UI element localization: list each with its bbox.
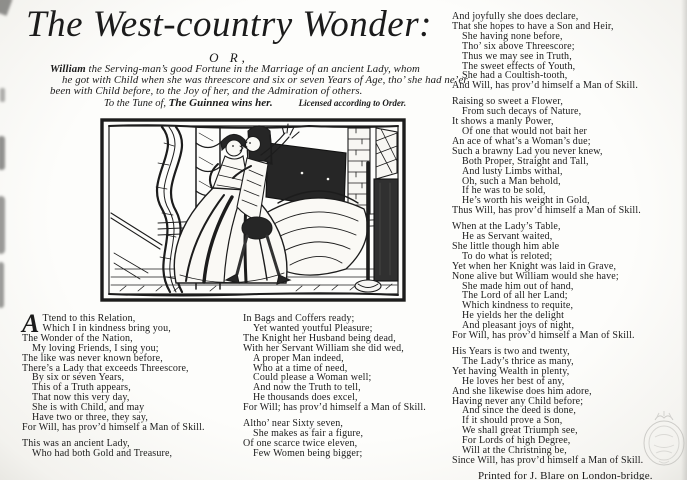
verse-line: Raising so sweet a Flower, (452, 96, 563, 108)
verse-line: The like was never known before, (22, 352, 163, 364)
scan-smudge (0, 196, 5, 254)
verse-line: Since Will, has prov’d himself a Man of Skill. (452, 454, 644, 466)
verse-line: This of a Truth appears, (32, 382, 131, 394)
verse-line: Of one that would not bait her (462, 125, 588, 137)
verse-line: We shall great Triumph see, (462, 425, 578, 437)
verse-line: From such decays of Nature, (462, 106, 582, 118)
verse-line: For Will, has prov’d himself a Man of Skill. (22, 421, 205, 433)
verse-line: Of one scarce twice eleven, (243, 437, 358, 449)
scan-smudge (0, 0, 13, 16)
verse-line: This was an ancient Lady, (22, 437, 130, 449)
verse-line: The Lord of all her Land; (462, 290, 568, 302)
scan-smudge (0, 88, 5, 102)
drop-cap: A (22, 309, 40, 338)
verse-line: Who had both Gold and Treasure, (32, 447, 173, 459)
woodcut-couple-by-bed-image (100, 117, 406, 303)
verse-line: Which kindness to requite, (462, 300, 574, 312)
verse-line: Which I in kindness bring you, (42, 322, 171, 334)
verse-line: Altho’ near Sixty seven, (243, 418, 344, 430)
verse-line: That she hopes to have a Son and Heir, (452, 20, 614, 32)
stanza-lines (243, 419, 443, 459)
stanza-lines (452, 97, 674, 216)
woodcut-illustration (100, 117, 406, 303)
verse-line: And now the Truth to tell, (253, 382, 361, 394)
verse-line: For Lords of high Degree, (462, 435, 571, 447)
license-note: Licensed according to Order. (298, 98, 407, 108)
verse-line: For Will; has prov’d himself a Man of Skill. (243, 402, 426, 414)
verse-line: With her Servant William she did wed, (243, 342, 404, 354)
scan-smudge (0, 136, 5, 170)
verse-line: If it should prove a Son, (462, 415, 563, 427)
verse-line: The Lady’s thrice as many, (462, 355, 574, 367)
verse-line: There’s a Lady that exceeds Threescore, (22, 362, 189, 374)
stanza-lines (22, 439, 242, 459)
verse-line: Having never any Child before; (452, 395, 584, 407)
verse-line: Yet wanted youtful Pleasure; (253, 322, 373, 334)
verse-line: The Wonder of the Nation, (22, 332, 133, 344)
verse-line: None alive but William would she have; (452, 270, 619, 282)
verse-line: By six or seven Years, (32, 372, 125, 384)
subtitle-line: been with Child before, to the Joy of her, and the Admiration of others. (50, 85, 363, 97)
verse-line: Yet when her Knight was laid in Grave, (452, 260, 617, 272)
subtitle-line1-rest: the Serving-man’s good Fortune in the Marriage of an ancient Lady, whom (85, 63, 420, 75)
stanza (452, 222, 674, 341)
stanza-lines (22, 309, 242, 433)
verse-line: Have two or three, they say, (32, 412, 149, 424)
verse-line: She little though him able (452, 240, 560, 252)
verse-line: Will at the Christning be, (462, 445, 567, 457)
verse-line: And since the deed is done, (462, 405, 577, 417)
verse-line: In Bags and Coffers ready; (243, 313, 355, 324)
verse-line: His Years is two and twenty, (452, 346, 570, 357)
verse-line: A proper Man indeed, (253, 352, 344, 364)
verse-line: She had a Coultish-tooth, (462, 70, 568, 82)
verse-line: She made him out of hand, (462, 280, 574, 292)
tune-prefix: To the Tune of, (104, 98, 169, 109)
verse-line: My loving Friends, I sing you; (32, 342, 159, 354)
verse-line: To do what is reloted; (462, 250, 553, 262)
stanza (22, 309, 242, 433)
stanza (452, 97, 674, 216)
verse-line: Who at a time of need, (253, 362, 348, 374)
verse-line: Few Women being bigger; (253, 447, 363, 459)
verse-line: She makes as fair a figure, (253, 427, 364, 439)
verse-line: Tho’ six above Threescore; (462, 40, 575, 52)
verse-line: Both Proper, Straight and Tall, (462, 155, 589, 167)
tune-line (36, 97, 516, 109)
verse-line: An ace of what’s a Woman’s due; (452, 135, 591, 147)
stanza-lines (243, 314, 443, 413)
verse-line: Ttend to this Relation, (42, 313, 136, 324)
verse-line: For Will, has prov’d himself a Man of Skill. (452, 330, 635, 342)
verse-line: The sweet effects of Youth, (462, 60, 576, 72)
subtitle-lead-word: William (50, 63, 86, 75)
tune-title: The Guinnea wins her. (168, 97, 273, 109)
verse-line: He yields her the delight (462, 310, 565, 322)
verse-line: Yet having Wealth in plenty, (452, 365, 570, 377)
verse-line: He thousands does excel, (253, 392, 358, 404)
verse-line: Such a brawny Lad you never knew, (452, 145, 603, 157)
page-title: The West-country Wonder: (26, 4, 432, 45)
verse-line: He as Servant waited, (462, 231, 553, 243)
verse-line: That now this very day, (32, 392, 130, 404)
verse-line: When at the Lady’s Table, (452, 221, 561, 233)
stanza (243, 314, 443, 413)
verse-column-middle (243, 314, 443, 465)
verse-line: He’s worth his weight in Gold, (462, 195, 590, 207)
stanza (452, 12, 674, 91)
verse-line: Thus we may see in Truth, (462, 50, 572, 62)
subtitle-line: he got with Child when she was threescore and six or seven Years of Age, tho’ she had ne’er (62, 74, 468, 86)
stanza-lines (452, 222, 674, 341)
verse-line: Could please a Woman well; (253, 372, 372, 384)
verse-line: And Will, has prov’d himself a Man of Skill. (452, 80, 638, 92)
stanza-lines (452, 12, 674, 91)
stanza (22, 439, 242, 459)
scan-smudge (0, 262, 4, 308)
imprint-line: Printed for J. Blare on London-bridge. (478, 469, 653, 480)
scan-edge-shadow (681, 0, 687, 480)
verse-line: She is with Child, and may (32, 402, 145, 414)
verse-line: Thus Will, has prov’d himself a Man of Skill. (452, 205, 641, 217)
verse-column-left (22, 309, 242, 465)
verse-line: And joyfully she does declare, (452, 11, 579, 22)
or-line: O R, (209, 50, 249, 65)
verse-line: And she likewise does him adore, (452, 385, 592, 397)
verse-line: The Knight her Husband being dead, (243, 332, 396, 344)
verse-line: If he was to be sold, (462, 185, 546, 197)
stanza (243, 419, 443, 459)
verse-line: And lusty Limbs withal, (462, 165, 563, 177)
verse-line: Oh, such a Man behold, (462, 175, 561, 187)
library-stamp-icon (637, 407, 687, 469)
verse-line: He loves her best of any, (462, 375, 565, 387)
verse-line: She having none before, (462, 30, 563, 42)
verse-line: And pleasant joys of night, (462, 320, 575, 332)
verse-line: It shows a manly Power, (452, 116, 554, 128)
subtitle (36, 63, 468, 97)
